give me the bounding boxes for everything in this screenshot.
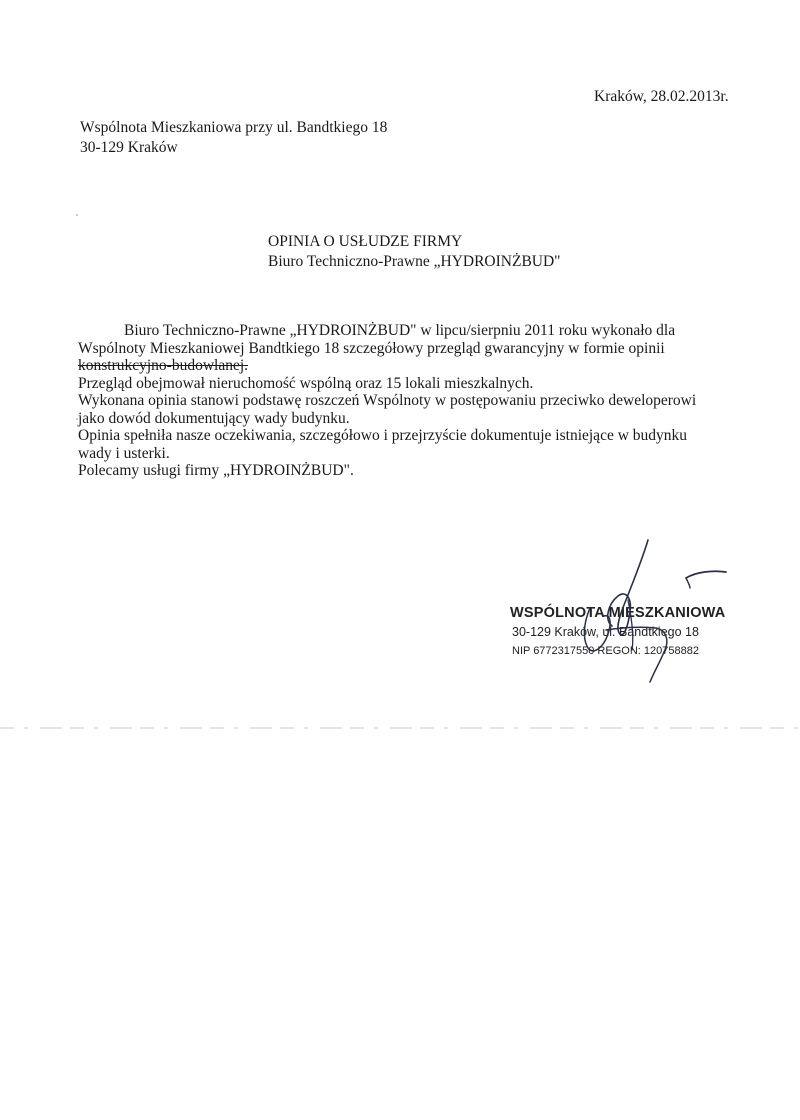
body-paragraph-5: Polecamy usługi firmy „HYDROINŻBUD". (78, 462, 354, 479)
body-paragraph-4: Opinia spełniła nasze oczekiwania, szczegółowo i przejrzyście dokumentuje istniejące w budynku wady i usterki. (78, 427, 688, 462)
document-heading (268, 232, 561, 272)
scan-speck (76, 214, 78, 216)
stamp-tax-ids: NIP 6772317550 REGON: 120758882 (512, 645, 699, 657)
body-paragraph-1-text: Biuro Techniczno-Prawne „HYDROINŻBUD" w lipcu/sierpniu 2011 roku wykonało dla Wspólnoty Mieszkaniowej Bandtkiego 18 szczegółowy przegląd gwarancyjny w formie opinii (78, 322, 676, 357)
heading-company: Biuro Techniczno-Prawne „HYDROINŻBUD" (268, 253, 561, 270)
stamp-org-name: WSPÓLNOTA MIESZKANIOWA (510, 605, 726, 621)
scan-speck (76, 418, 78, 420)
stamp-address: 30-129 Kraków, ul. Bandtkiego 18 (512, 625, 699, 639)
body-paragraph-2: Przegląd obejmował nieruchomość wspólną oraz 15 lokali mieszkalnych. (78, 374, 534, 392)
body-paragraph-1-struck-text: konstrukcyjno-budowlanej. (78, 357, 249, 374)
recipient-address (80, 118, 387, 158)
handwritten-signature (520, 530, 740, 690)
letter-body (78, 322, 718, 480)
body-paragraph-3: Wykonana opinia stanowi podstawę roszczeń Wspólnoty w postępowaniu przeciwko deweloperowi jako dowód dokumentujący wady budynku. (78, 392, 697, 427)
letter-date: Kraków, 28.02.2013r. (594, 88, 729, 105)
body-paragraph-1 (78, 322, 718, 375)
scan-artifact-line (0, 727, 800, 729)
recipient-name: Wspólnota Mieszkaniowa przy ul. Bandtkiego 18 (80, 119, 388, 136)
heading-title: OPINIA O USŁUDZE FIRMY (268, 233, 463, 250)
recipient-postal-city: 30-129 Kraków (80, 139, 178, 156)
